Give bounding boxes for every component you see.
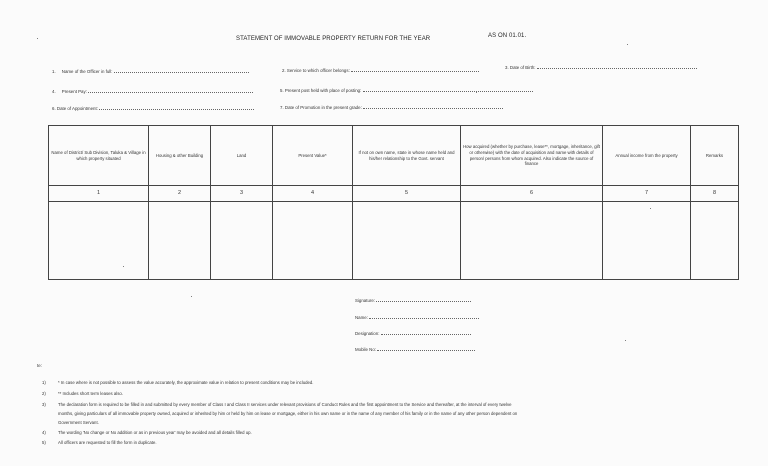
designation-label: Designation: (355, 331, 380, 336)
entry-cell-present-value[interactable] (273, 202, 353, 280)
column-number: 6 (461, 186, 603, 202)
field-label: Date of Promotion in the present grade: (284, 105, 362, 110)
header-held-name: If not on own name, state in whose name held and his/her relationship to the Govt. servant (353, 126, 461, 186)
fill-line (114, 67, 249, 73)
header-land: Land (211, 126, 273, 186)
field-label: Date of Appointment: (56, 106, 98, 111)
designation-line (355, 329, 471, 336)
note-number: 3) (42, 402, 46, 407)
field-dob (505, 63, 697, 70)
field-service (282, 66, 479, 73)
field-date-appointment (52, 104, 254, 111)
entry-cell-building[interactable] (149, 202, 211, 280)
fill-line (88, 87, 253, 93)
header-building: Housing & other Building (149, 126, 211, 186)
field-officer-name (52, 67, 249, 74)
fill-line (377, 345, 475, 351)
field-date-promotion (280, 103, 503, 110)
name-line (355, 313, 479, 320)
header-how-acquired: How acquired (whether by purchase, lease**, mortgage, inheritance, gift or otherwise) with the date of acquisition and name with details of person/ persons from whom acquired. Also indicate the source of finance (461, 126, 603, 186)
field-present-pay (52, 87, 253, 94)
field-present-post (280, 86, 533, 93)
property-table (48, 125, 739, 280)
fill-line (376, 296, 471, 302)
note-text: months, giving particulars of all immovable property owned, acquired or inherited by him or held by him on lease or mortgage, either in his own name or in the name of any member of his family or in the name of any other person dependent on (58, 411, 518, 416)
form-title: STATEMENT OF IMMOVABLE PROPERTY RETURN FOR THE YEAR (236, 36, 431, 42)
column-number: 5 (353, 186, 461, 202)
note-text: Government Servant. (58, 420, 99, 425)
field-number: 4. (52, 89, 56, 94)
fill-line (369, 313, 479, 319)
note-text: The declaration form is required to be filled in and submitted by every member of Class I and Class II services under relevant provisions of Conduct Rules and the first appointment to the Service and thereafter, at the interval of every twelve (58, 402, 512, 407)
field-number: 5. (280, 88, 284, 93)
fill-line (363, 103, 503, 109)
note-number: 4) (42, 430, 46, 435)
field-number: 6. (52, 106, 56, 111)
header-present-value: Present Value* (273, 126, 353, 186)
fill-line (537, 63, 697, 69)
field-label: Service to which officer belongs: (286, 68, 350, 73)
field-number: 7. (280, 105, 284, 110)
entry-cell-location[interactable] (49, 202, 149, 280)
mobile-label: Mobile No: (355, 347, 376, 352)
header-location: Name of District/ Sub Division, Taluka & Village in which property situated (49, 126, 149, 186)
field-label: Present Pay: (61, 89, 87, 94)
note-number: 5) (42, 440, 46, 445)
entry-cell-land[interactable] (211, 202, 273, 280)
header-remarks: Remarks (691, 126, 739, 186)
scan-speck (37, 38, 38, 39)
field-number: 3. (505, 65, 509, 70)
entry-cell-how-acquired[interactable] (461, 202, 603, 280)
scan-speck (625, 340, 626, 341)
field-label: Present post held with place of posting: (284, 88, 362, 93)
note-text: All officers are requested to fill the form in duplicate. (58, 440, 157, 445)
fill-line (99, 104, 254, 110)
signature-label: Signature: (355, 298, 376, 303)
field-number: 1. (52, 69, 56, 74)
column-number: 4 (273, 186, 353, 202)
column-number: 3 (211, 186, 273, 202)
field-label: Name of the Officer in full: (61, 69, 113, 74)
fill-line (351, 66, 479, 72)
notes-label: te: (37, 363, 42, 368)
fill-line (363, 86, 533, 92)
column-number: 7 (603, 186, 691, 202)
note-text: ** Includes short term leases also. (58, 391, 123, 396)
signature-line (355, 296, 471, 303)
field-label: Date of Birth: (509, 65, 536, 70)
column-number: 1 (49, 186, 149, 202)
entry-cell-annual-income[interactable] (603, 202, 691, 280)
field-number: 2. (282, 68, 286, 73)
note-number: 2) (42, 391, 46, 396)
entry-cell-remarks[interactable] (691, 202, 739, 280)
header-annual-income: Annual income from the property (603, 126, 691, 186)
column-number: 2 (149, 186, 211, 202)
name-label: Name: (355, 315, 368, 320)
fill-line (381, 329, 471, 335)
column-number: 8 (691, 186, 739, 202)
note-number: 1) (42, 380, 46, 385)
scan-speck (191, 296, 192, 297)
scan-speck (627, 44, 628, 45)
note-text: The wording 'No change or No addition or as in previous year' may be avoided and all details filled up. (58, 430, 252, 435)
as-on-date: AS ON 01.01. (488, 33, 527, 39)
entry-cell-held-name[interactable] (353, 202, 461, 280)
mobile-line (355, 345, 475, 352)
note-text: * In case where is not possible to assess the value accurately, the approximate value in relation to present conditions may be included. (58, 380, 314, 385)
